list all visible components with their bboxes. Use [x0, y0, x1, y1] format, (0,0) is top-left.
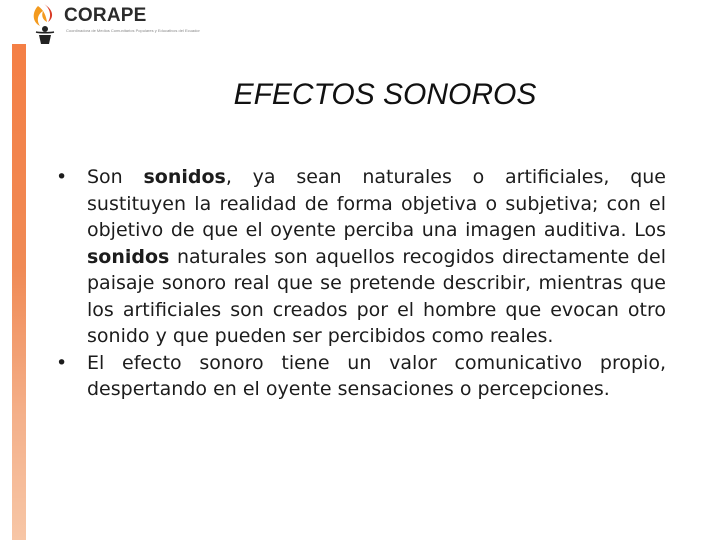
slide-body: [56, 164, 666, 403]
corape-flame-icon: [30, 2, 64, 44]
slide-title: EFECTOS SONOROS: [233, 78, 537, 111]
bullet-text: naturales son aquellos recogidos directamente del paisaje sonoro real que se pretende describir, mientras que los artificiales son creados por el hombre que evocan otro sonido y que pueden ser percibidos como reales.: [87, 245, 666, 347]
bullet-text: Son: [87, 166, 144, 188]
logo-tagline: Coordinadora de Medios Comunitarios Populares y Educativos del Ecuador: [66, 28, 200, 33]
bullet-emphasis: sonidos: [143, 166, 226, 188]
bullet-emphasis: sonidos: [87, 245, 170, 268]
logo-wordmark: CORAPE: [64, 5, 147, 26]
bullet-item: [87, 350, 666, 403]
accent-side-bar: [12, 44, 26, 540]
bullet-text: El efecto sonoro tiene un valor comunicativo propio, despertando en el oyente sensaciones o percepciones.: [87, 351, 666, 400]
bullet-list: [56, 164, 666, 403]
corape-logo: [30, 2, 200, 46]
bullet-item: [87, 164, 666, 350]
bullet-text: , ya sean naturales o artificiales, que sustituyen la realidad de forma objetiva o subjetiva; con el objetivo de que el oyente perciba una imagen auditiva. Los: [87, 166, 666, 241]
